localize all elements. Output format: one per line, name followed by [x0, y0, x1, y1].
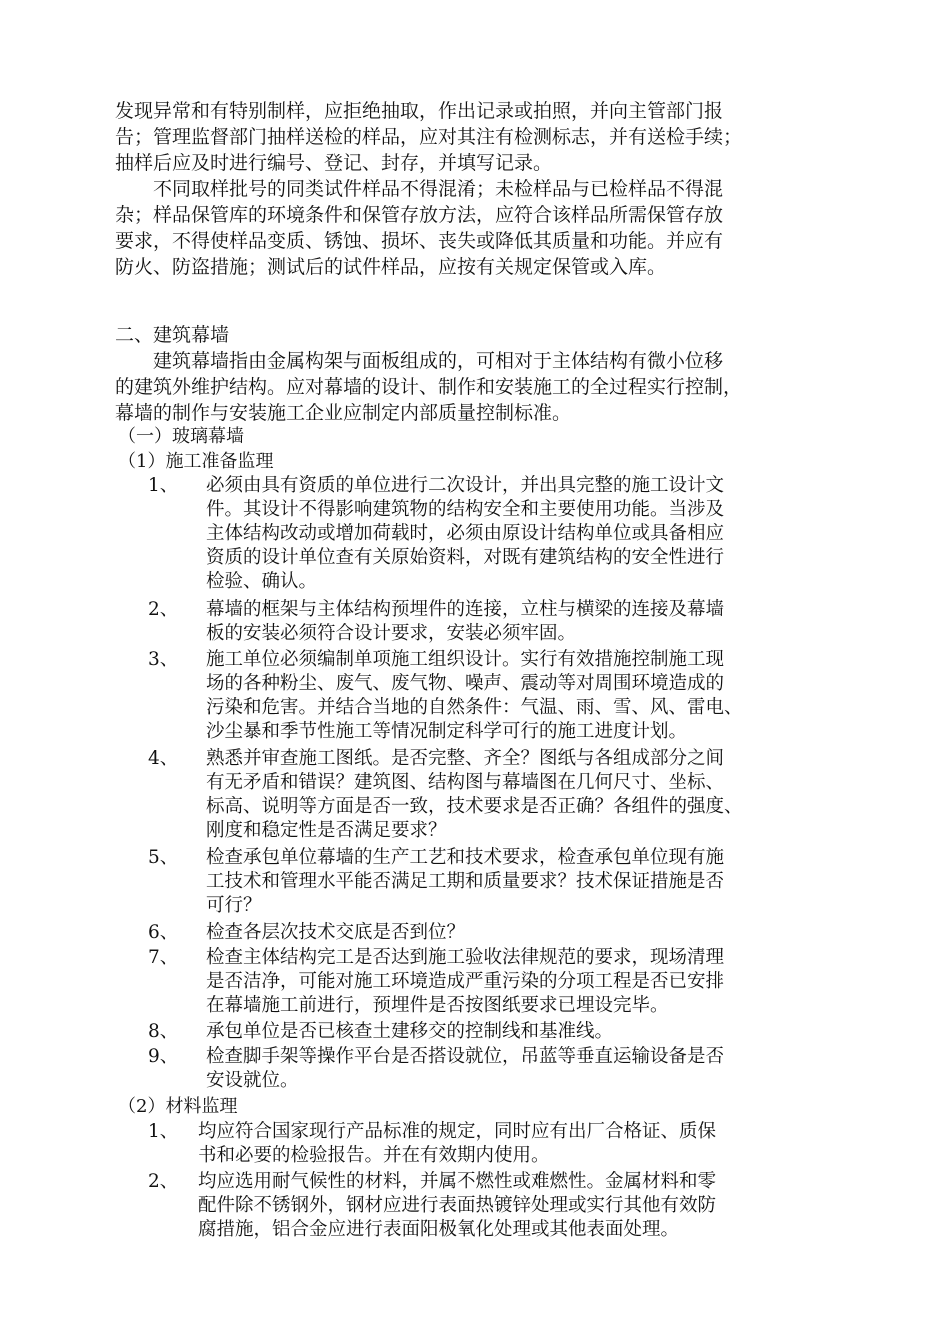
text-line: 幕墙的制作与安装施工企业应制定内部质量控制标准。 [115, 402, 572, 424]
item-number: 2、 [148, 1171, 179, 1192]
text-line: 有无矛盾和错误？建筑图、结构图与幕墙图在几何尺寸、坐标、 [206, 772, 725, 793]
text-line: 沙尘暴和季节性施工等情况制定科学可行的施工进度计划。 [206, 721, 688, 742]
paragraph-sampling-2 [115, 176, 835, 280]
text-line: 板的安装必须符合设计要求，安装必须牢固。 [206, 623, 577, 644]
item-number: 3、 [148, 649, 179, 670]
item-number: 2、 [148, 599, 179, 620]
text-line: 标高、说明等方面是否一致，技术要求是否正确？各组件的强度、 [206, 796, 743, 817]
section-heading: 二、建筑幕墙 [115, 324, 230, 346]
text-line: 主体结构改动或增加荷载时，必须由原设计结构单位或具备相应 [206, 523, 725, 544]
text-line: 刚度和稳定性是否满足要求？ [206, 820, 447, 841]
text-line: 书和必要的检验报告。并在有效期内使用。 [198, 1145, 550, 1166]
text-line: 必须由具有资质的单位进行二次设计，并出具完整的施工设计文 [206, 475, 725, 496]
item-number: 1、 [148, 475, 179, 496]
text-line: 在幕墙施工前进行，预埋件是否按图纸要求已埋设完毕。 [206, 995, 669, 1016]
text-line: 的建筑外维护结构。应对幕墙的设计、制作和安装施工的全过程实行控制， [115, 376, 743, 398]
text-line: 熟悉并审查施工图纸。是否完整、齐全？图纸与各组成部分之间 [206, 748, 725, 769]
text-line: 不同取样批号的同类试件样品不得混淆；未检样品与已检样品不得混 [153, 178, 724, 200]
item-number: 7、 [148, 947, 179, 968]
item-number: 6、 [148, 922, 179, 943]
text-line: 是否洁净，可能对施工环境造成严重污染的分项工程是否已安排 [206, 971, 725, 992]
text-line: 安设就位。 [206, 1070, 299, 1091]
paragraph-curtain-wall-intro [115, 348, 835, 426]
text-line: 承包单位是否已核查土建移交的控制线和基准线。 [206, 1021, 614, 1042]
text-line: 资质的设计单位查有关原始资料，对既有建筑结构的安全性进行 [206, 547, 725, 568]
text-line: 幕墙的框架与主体结构预埋件的连接，立柱与横梁的连接及幕墙 [206, 599, 725, 620]
paragraph-sampling-1 [115, 98, 835, 176]
text-line: 检查承包单位幕墙的生产工艺和技术要求，检查承包单位现有施 [206, 847, 725, 868]
text-line: 建筑幕墙指由金属构架与面板组成的，可相对于主体结构有微小位移 [153, 350, 724, 372]
text-line: 抽样后应及时进行编号、登记、封存，并填写记录。 [115, 152, 553, 174]
text-line: 腐措施，铝合金应进行表面阳极氧化处理或其他表面处理。 [198, 1219, 680, 1240]
text-line: 污染和危害。并结合当地的自然条件：气温、雨、雪、风、雷电、 [206, 697, 743, 718]
text-line: 工技术和管理水平能否满足工期和质量要求？技术保证措施是否 [206, 871, 725, 892]
item-number: 4、 [148, 748, 179, 769]
subsection-heading-glass: （一）玻璃幕墙 [118, 426, 244, 447]
text-line: 施工单位必须编制单项施工组织设计。实行有效措施控制施工现 [206, 649, 725, 670]
subsection-heading-materials: （2）材料监理 [118, 1096, 238, 1117]
item-number: 5、 [148, 847, 179, 868]
text-line: 均应选用耐气候性的材料，并属不燃性或难燃性。金属材料和零 [198, 1171, 717, 1192]
text-line: 告；管理监督部门抽样送检的样品，应对其注有检测标志，并有送检手续； [115, 126, 743, 148]
text-line: 场的各种粉尘、废气、废气物、噪声、震动等对周围环境造成的 [206, 673, 725, 694]
item-number: 8、 [148, 1021, 179, 1042]
text-line: 杂；样品保管库的环境条件和保管存放方法，应符合该样品所需保管存放 [115, 204, 724, 226]
text-line: 发现异常和有特别制样，应拒绝抽取，作出记录或拍照，并向主管部门报 [115, 100, 724, 122]
text-line: 防火、防盗措施；测试后的试件样品，应按有关规定保管或入库。 [115, 256, 667, 278]
subsection-heading-prep: （1）施工准备监理 [118, 451, 274, 472]
item-number: 9、 [148, 1046, 179, 1067]
text-line: 配件除不锈钢外，钢材应进行表面热镀锌处理或实行其他有效防 [198, 1195, 717, 1216]
text-line: 可行？ [206, 895, 262, 916]
text-line: 件。其设计不得影响建筑物的结构安全和主要使用功能。当涉及 [206, 499, 725, 520]
item-number: 1、 [148, 1121, 179, 1142]
text-line: 检查各层次技术交底是否到位？ [206, 922, 466, 943]
text-line: 均应符合国家现行产品标准的规定，同时应有出厂合格证、质保 [198, 1121, 717, 1142]
text-line: 检验、确认。 [206, 571, 318, 592]
text-line: 检查主体结构完工是否达到施工验收法律规范的要求，现场清理 [206, 947, 725, 968]
text-line: 检查脚手架等操作平台是否搭设就位，吊蓝等垂直运输设备是否 [206, 1046, 725, 1067]
text-line: 要求，不得使样品变质、锈蚀、损坏、丧失或降低其质量和功能。并应有 [115, 230, 724, 252]
